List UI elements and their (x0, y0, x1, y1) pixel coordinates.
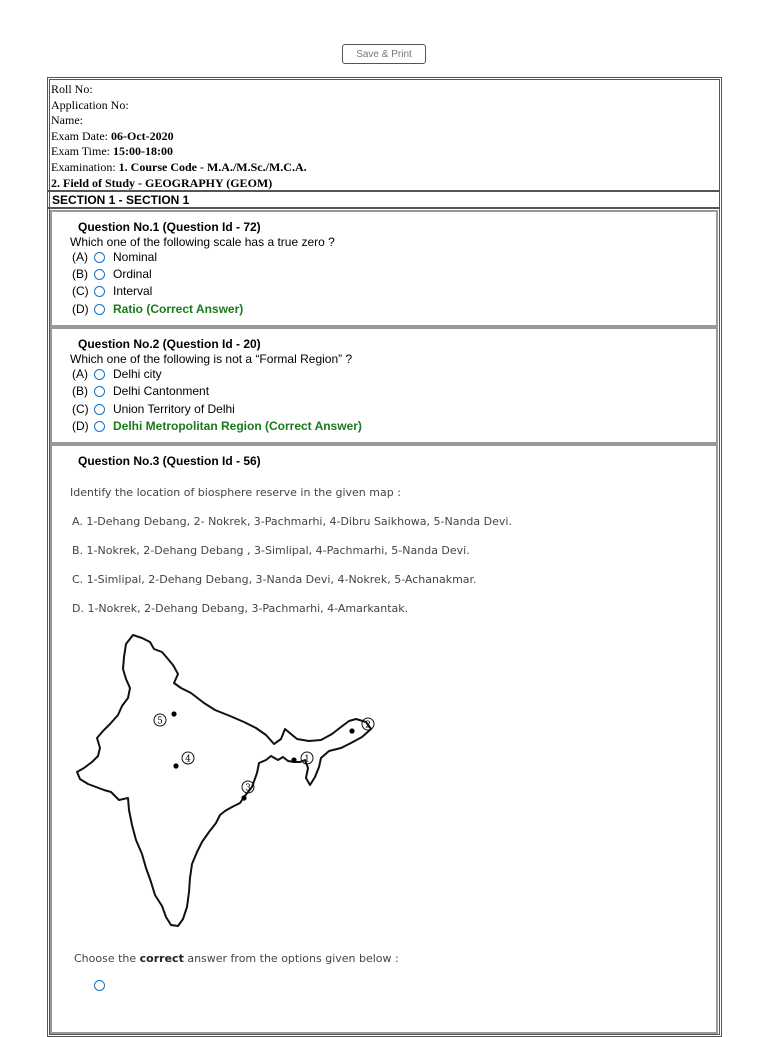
option-d-correct[interactable]: (D) Delhi Metropolitan Region (Correct Answer) (72, 419, 362, 433)
application-no-row: Application No: (51, 97, 129, 112)
question-text: Which one of the following is not a “Formal Region” ? (70, 352, 353, 366)
roll-no-row: Roll No: (51, 82, 93, 96)
question-title: Question No.1 (Question Id - 72) (78, 220, 261, 234)
svg-text:2: 2 (365, 720, 371, 731)
question-title: Question No.3 (Question Id - 56) (78, 454, 261, 468)
option-c[interactable]: (C) Union Territory of Delhi (72, 402, 235, 416)
india-map (70, 632, 390, 934)
svg-text:4: 4 (185, 754, 191, 765)
svg-text:1: 1 (304, 754, 310, 765)
option-b[interactable]: (B) Delhi Cantonment (72, 384, 210, 398)
question-text: Identify the location of biosphere reserve in the given map : (70, 486, 401, 499)
save-print-button[interactable]: Save & Print (342, 44, 426, 64)
divider (48, 190, 720, 192)
option-c[interactable]: (C) Interval (72, 284, 153, 298)
map-marker-5 (154, 711, 177, 726)
choice-d: D. 1-Nokrek, 2-Dehang Debang, 3-Pachmarhi, 4-Amarkantak. (72, 602, 409, 615)
radio-button[interactable] (94, 252, 105, 263)
india-outline (77, 635, 371, 926)
question-text: Which one of the following scale has a true zero ? (70, 235, 335, 249)
option-a[interactable]: (A) Delhi city (72, 367, 162, 381)
field-of-study-row: 2. Field of Study - GEOGRAPHY (GEOM) (51, 175, 273, 190)
section-title: SECTION 1 - SECTION 1 (52, 193, 190, 207)
choice-b: B. 1-Nokrek, 2-Dehang Debang , 3-Simlipal, 4-Pachmarhi, 5-Nanda Devi. (72, 544, 470, 557)
choice-c: C. 1-Simlipal, 2-Dehang Debang, 3-Nanda Devi, 4-Nokrek, 5-Achanakmar. (72, 573, 477, 586)
radio-button[interactable] (94, 421, 105, 432)
svg-text:5: 5 (157, 716, 163, 727)
exam-time-value: 15:00-18:00 (113, 144, 174, 159)
answer-prompt: Choose the correct answer from the options given below : (74, 952, 399, 965)
radio-button[interactable] (94, 269, 105, 280)
exam-time-row: Exam Time: 15:00-18:00 (51, 144, 174, 159)
exam-date-row: Exam Date: 06-Oct-2020 (51, 128, 174, 143)
examination-value: 1. Course Code - M.A./M.Sc./M.C.A. (118, 159, 307, 174)
option-d-correct[interactable]: (D) Ratio (Correct Answer) (72, 302, 244, 316)
radio-button[interactable] (94, 404, 105, 415)
question-card-2 (50, 327, 718, 444)
question-card-3 (50, 444, 718, 1034)
exam-date-value: 06-Oct-2020 (110, 128, 174, 143)
divider (48, 207, 720, 209)
question-title: Question No.2 (Question Id - 20) (78, 337, 261, 351)
name-row: Name: (51, 113, 83, 128)
radio-button[interactable] (94, 304, 105, 315)
choice-a: A. 1-Dehang Debang, 2- Nokrek, 3-Pachmarhi, 4-Dibru Saikhowa, 5-Nanda Devi. (72, 515, 512, 528)
option-a[interactable]: (A) Nominal (72, 250, 158, 264)
map-marker-4 (173, 752, 194, 769)
svg-text:3: 3 (245, 783, 251, 794)
question-card-1 (50, 210, 718, 327)
examination-row: Examination: 1. Course Code - M.A./M.Sc./M.C.A. (51, 159, 307, 174)
radio-button[interactable] (94, 386, 105, 397)
radio-button[interactable] (94, 369, 105, 380)
option-b[interactable]: (B) Ordinal (72, 267, 152, 281)
radio-button[interactable] (94, 286, 105, 297)
candidate-info (51, 82, 307, 191)
radio-button[interactable] (94, 980, 105, 991)
